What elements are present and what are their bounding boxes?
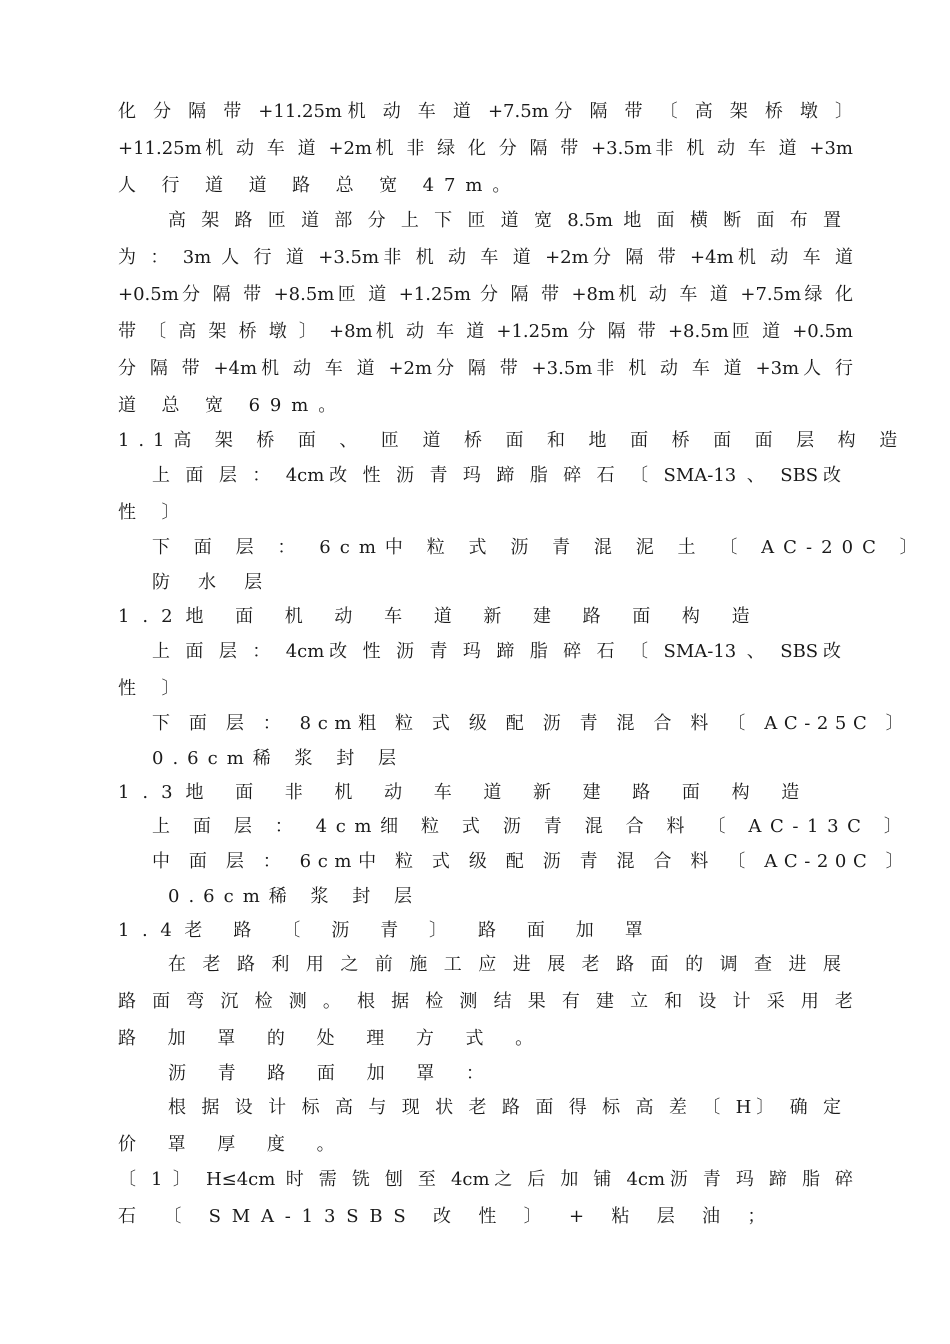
text-line: 性 〕 bbox=[118, 678, 190, 699]
text-line: 带 〔 高 架 桥 墩 〕 +8m机 动 车 道 +1.25m 分 隔 带 +8.5m匝 道 +0.5m bbox=[118, 321, 853, 342]
text-line: 高 架 路 匝 道 部 分 上 下 匝 道 宽 8.5m 地 面 横 断 面 布 置 bbox=[168, 210, 841, 231]
section-heading: 1.3地 面 非 机 动 车 道 新 建 路 面 构 造 bbox=[118, 782, 813, 803]
section-heading: 1.2地 面 机 动 车 道 新 建 路 面 构 造 bbox=[118, 606, 763, 627]
text-line: 0.6cm稀 浆 封 层 bbox=[152, 748, 405, 769]
text-line: 根 据 设 计 标 高 与 现 状 老 路 面 得 标 高 差 〔 H〕 确 定 bbox=[168, 1097, 841, 1118]
text-line: 中 面 层 ： 6cm中 粒 式 级 配 沥 青 混 合 料 〔 AC-20C 〕 bbox=[152, 851, 911, 872]
text-line: 在 老 路 利 用 之 前 施 工 应 进 展 老 路 面 的 调 查 进 展 bbox=[168, 954, 841, 975]
text-line: 防 水 层 bbox=[152, 572, 274, 593]
text-line: 化 分 隔 带 +11.25m机 动 车 道 +7.5m分 隔 带 〔 高 架 桥 墩 〕 bbox=[118, 101, 853, 122]
text-line: 人 行 道 道 路 总 宽 47m。 bbox=[118, 175, 521, 196]
text-line: 价 罩 厚 度 。 bbox=[118, 1134, 348, 1155]
section-heading: 1.1高 架 桥 面 、 匝 道 桥 面 和 地 面 桥 面 面 层 构 造 bbox=[118, 430, 907, 451]
text-line: 沥 青 路 面 加 罩 ： bbox=[168, 1063, 497, 1084]
text-line: 0.6cm稀 浆 封 层 bbox=[168, 886, 421, 907]
text-line: 路 加 罩 的 处 理 方 式 。 bbox=[118, 1028, 547, 1049]
text-line: 为 ： 3m 人 行 道 +3.5m非 机 动 车 道 +2m分 隔 带 +4m机 动 车 道 bbox=[118, 247, 853, 268]
text-line: 〔 1 〕 H≤4cm 时 需 铣 刨 至 4cm之 后 加 铺 4cm沥 青 玛 蹄 脂 碎 bbox=[118, 1169, 853, 1190]
text-line: 上 面 层 ： 4cm细 粒 式 沥 青 混 合 料 〔 AC-13C 〕 bbox=[152, 816, 911, 837]
text-line: 性 〕 bbox=[118, 502, 190, 523]
text-line: 上 面 层 ： 4cm改 性 沥 青 玛 蹄 脂 碎 石 〔 SMA-13 、 SBS改 bbox=[152, 465, 841, 486]
text-line: 石 〔 SMA-13SBS 改 性 〕 + 粘 层 油 ； bbox=[118, 1206, 777, 1227]
text-line: 下 面 层 ： 6cm中 粒 式 沥 青 混 泥 土 〔 AC-20C 〕 bbox=[152, 537, 927, 558]
text-line: 分 隔 带 +4m机 动 车 道 +2m分 隔 带 +3.5m非 机 动 车 道 +3m人 行 bbox=[118, 358, 853, 379]
text-line: 路 面 弯 沉 检 测 。 根 据 检 测 结 果 有 建 立 和 设 计 采 用 老 bbox=[118, 991, 853, 1012]
text-line: +11.25m机 动 车 道 +2m机 非 绿 化 分 隔 带 +3.5m非 机 动 车 道 +3m bbox=[118, 138, 853, 159]
text-line: +0.5m分 隔 带 +8.5m匝 道 +1.25m 分 隔 带 +8m机 动 车 道 +7.5m绿 化 bbox=[118, 284, 853, 305]
text-line: 道 总 宽 69m。 bbox=[118, 395, 347, 416]
text-line: 上 面 层 ： 4cm改 性 沥 青 玛 蹄 脂 碎 石 〔 SMA-13 、 SBS改 bbox=[152, 641, 841, 662]
section-heading: 1.4老 路 〔 沥 青 〕 路 面 加 罩 bbox=[118, 920, 656, 941]
text-line: 下 面 层 ： 8cm粗 粒 式 级 配 沥 青 混 合 料 〔 AC-25C 〕 bbox=[152, 713, 911, 734]
